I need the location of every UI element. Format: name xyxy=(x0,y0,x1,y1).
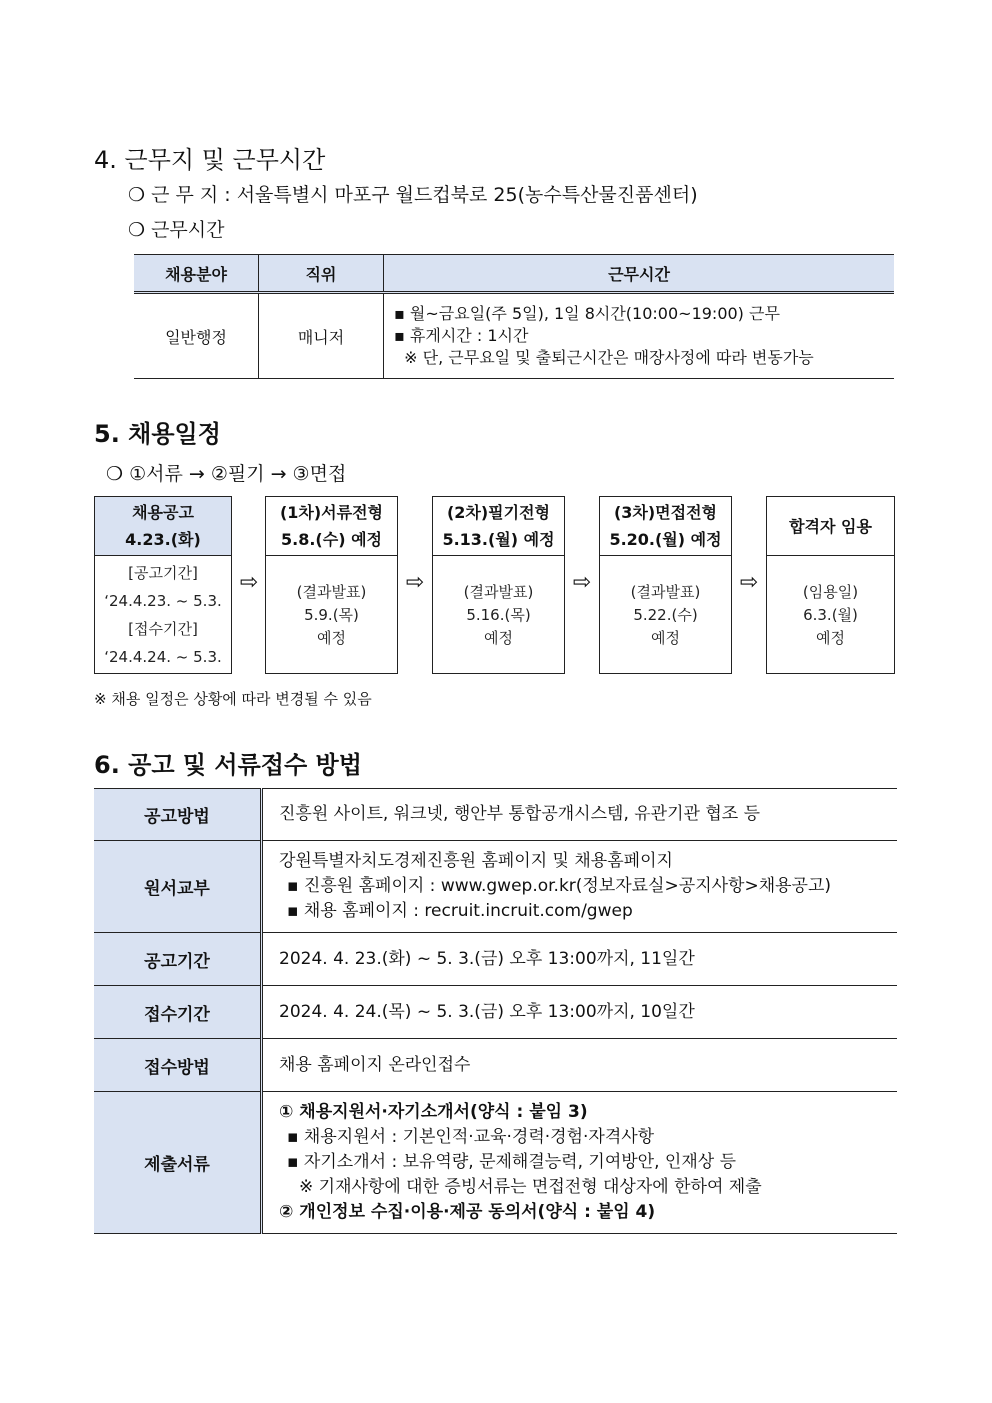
row-value xyxy=(262,1092,898,1234)
step-body-line: 예정 xyxy=(317,628,346,647)
step-body-line: 예정 xyxy=(484,628,513,647)
step-body-line: [접수기간] xyxy=(128,620,198,638)
value-line: ▪ 채용지원서 : 기본인적·교육·경력·경험·자격사항 xyxy=(287,1127,655,1147)
step-body-line: 예정 xyxy=(651,628,680,647)
hours-line: ▪ 휴게시간 : 1시간 xyxy=(394,326,529,345)
value-line: ▪ 자기소개서 : 보유역량, 문제해결능력, 기여방안, 인재상 등 xyxy=(287,1152,736,1172)
schedule-step-interview xyxy=(599,496,732,674)
application-method-table xyxy=(94,788,897,1234)
step-date: 5.13.(월) 예정 xyxy=(442,530,555,549)
step-date: 4.23.(화) xyxy=(125,530,201,549)
hours-line: ▪ 월~금요일(주 5일), 1일 8시간(10:00~19:00) 근무 xyxy=(394,304,780,323)
row-label: 공고방법 xyxy=(94,789,262,841)
cell-position: 매니저 xyxy=(259,293,384,379)
row-label: 접수기간 xyxy=(94,986,262,1039)
step-body-line: (결과발표) xyxy=(630,582,701,601)
step-body-line: ‘24.4.24. ~ 5.3. xyxy=(104,648,222,666)
step-body-line: 예정 xyxy=(816,628,845,647)
step-head: 채용공고 xyxy=(132,503,194,522)
step-body-line: (결과발표) xyxy=(296,582,367,601)
schedule-step-appointment xyxy=(766,496,895,674)
row-label: 접수방법 xyxy=(94,1039,262,1092)
row-value: 2024. 4. 24.(목) ~ 5. 3.(금) 오후 13:00까지, 10일간 xyxy=(262,986,898,1039)
step-head: (1차)서류전형 xyxy=(279,503,384,522)
value-line: ▪ 채용 홈페이지 : recruit.incruit.com/gwep xyxy=(287,901,633,921)
arrow-right-icon: ⇨ xyxy=(239,570,259,595)
schedule-step-written xyxy=(432,496,565,674)
step-body-line: 6.3.(월) xyxy=(803,605,858,624)
value-line: ▪ 진흥원 홈페이지 : www.gwep.or.kr(정보자료실>공지사항>채용공고) xyxy=(287,876,832,896)
section4-title: 4. 근무지 및 근무시간 xyxy=(94,146,326,174)
recruit-flow-line: ❍ ①서류 → ②필기 → ③면접 xyxy=(106,463,347,485)
step-body-line: (임용일) xyxy=(802,582,859,601)
step-date: 5.20.(월) 예정 xyxy=(609,530,722,549)
row-label: 제출서류 xyxy=(94,1092,262,1234)
cell-field: 일반행정 xyxy=(134,293,259,379)
row-label: 공고기간 xyxy=(94,933,262,986)
row-value: 채용 홈페이지 온라인접수 xyxy=(262,1039,898,1092)
step-head: 합격자 임용 xyxy=(789,516,872,536)
schedule-note: ※ 채용 일정은 상황에 따라 변경될 수 있음 xyxy=(94,690,372,708)
step-body-line: (결과발표) xyxy=(463,582,534,601)
arrow-right-icon: ⇨ xyxy=(739,570,759,595)
step-body-line: 5.16.(목) xyxy=(466,605,531,624)
step-head: (3차)면접전형 xyxy=(613,503,718,522)
work-hours-line: ❍ 근무시간 xyxy=(128,219,225,241)
header-field: 채용분야 xyxy=(134,255,259,293)
step-body-line: 5.22.(수) xyxy=(633,605,698,624)
step-body-line: ‘24.4.23. ~ 5.3. xyxy=(104,592,222,610)
value-line: ※ 기재사항에 대한 증빙서류는 면접전형 대상자에 한하여 제출 xyxy=(299,1177,762,1197)
row-value xyxy=(262,841,898,933)
section6-title: 6. 공고 및 서류접수 방법 xyxy=(94,751,362,779)
step-body-line: 5.9.(목) xyxy=(304,605,359,624)
value-line: ② 개인정보 수집·이용·제공 동의서(양식 : 붙임 4) xyxy=(279,1202,656,1222)
header-hours: 근무시간 xyxy=(384,255,895,293)
schedule-step-notice xyxy=(94,496,232,674)
section5-title: 5. 채용일정 xyxy=(94,420,221,448)
step-date: 5.8.(수) 예정 xyxy=(281,530,382,549)
value-line: 강원특별자치도경제진흥원 홈페이지 및 채용홈페이지 xyxy=(279,851,673,871)
cell-hours xyxy=(384,293,895,379)
work-location-line: ❍ 근 무 지 : 서울특별시 마포구 월드컵북로 25(농수특산물진품센터) xyxy=(128,184,698,206)
row-label: 원서교부 xyxy=(94,841,262,933)
schedule-step-document xyxy=(265,496,398,674)
row-value: 진흥원 사이트, 워크넷, 행안부 통합공개시스템, 유관기관 협조 등 xyxy=(262,789,898,841)
step-body-line: [공고기간] xyxy=(128,564,198,582)
arrow-right-icon: ⇨ xyxy=(405,570,425,595)
row-value: 2024. 4. 23.(화) ~ 5. 3.(금) 오후 13:00까지, 11일간 xyxy=(262,933,898,986)
header-position: 직위 xyxy=(259,255,384,293)
step-head: (2차)필기전형 xyxy=(446,503,551,522)
hours-line: ※ 단, 근무요일 및 출퇴근시간은 매장사정에 따라 변동가능 xyxy=(394,348,814,367)
value-line: ① 채용지원서·자기소개서(양식 : 붙임 3) xyxy=(279,1102,588,1122)
arrow-right-icon: ⇨ xyxy=(572,570,592,595)
work-hours-table xyxy=(134,254,894,379)
